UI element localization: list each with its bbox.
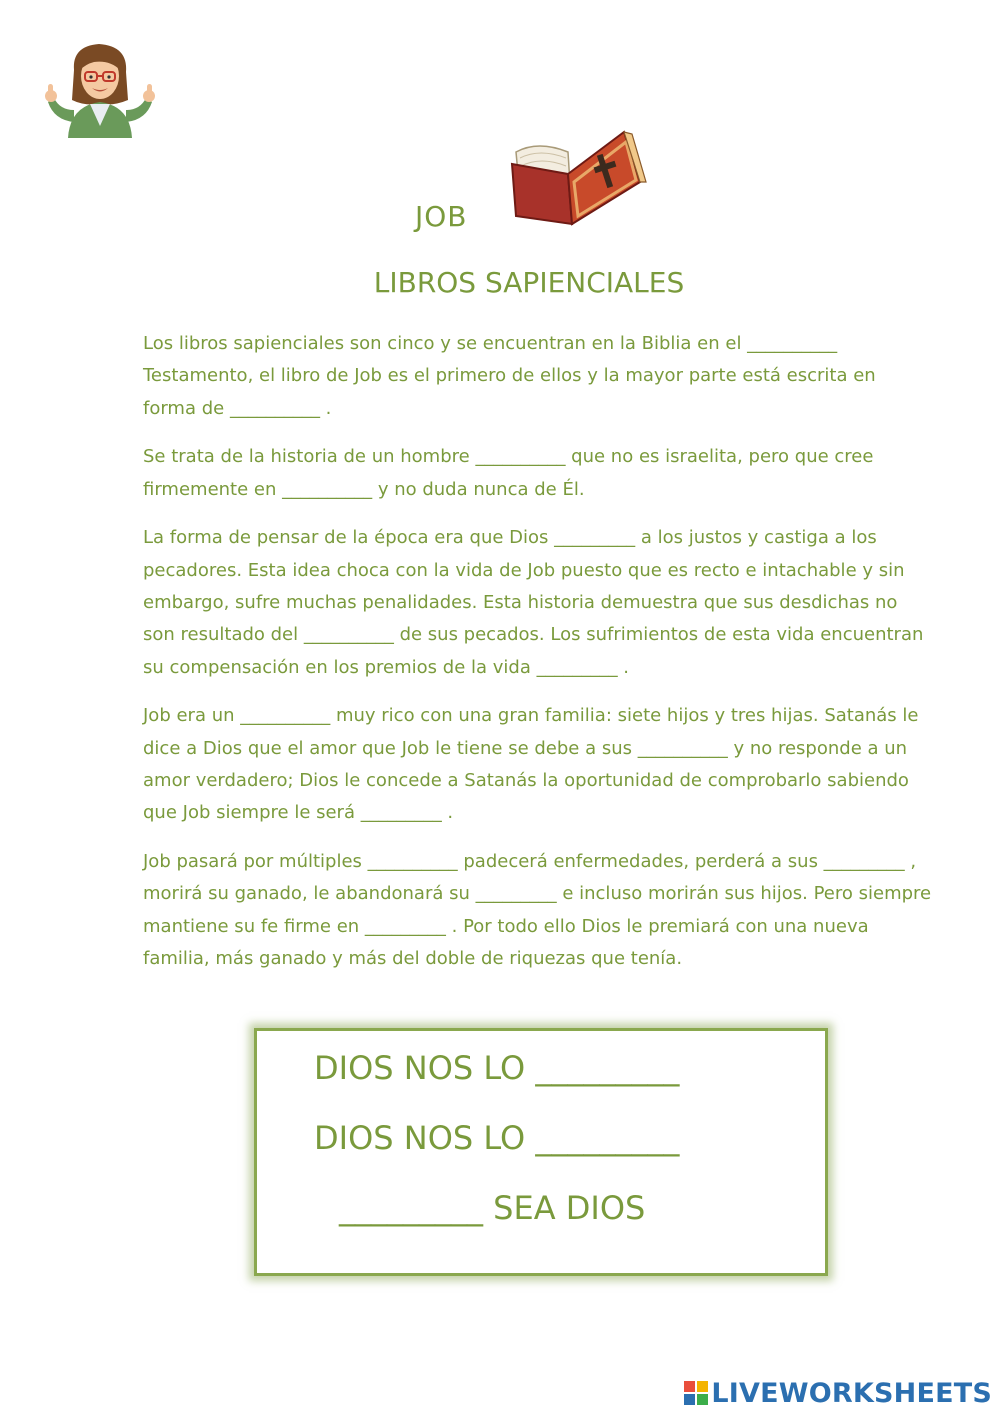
- paragraph-3: La forma de pensar de la época era que Dios _________ a los justos y castiga a los pecadores. Esta idea choca con la vida de Job puesto que es recto e intachable y sin embargo, sufre muchas penalidades. Esta historia demuestra que sus desdichas no son resultado del __________ de sus pecados. Los sufrimientos de esta vida encuentran su compensación en los premios de la vida _________ .: [143, 527, 924, 678]
- paragraph-1: Los libros sapienciales son cinco y se encuentran en la Biblia en el __________ Testamento, el libro de Job es el primero de ellos y la mayor parte está escrita en forma de __________ .: [143, 333, 876, 419]
- box-line-2: DIOS NOS LO _________: [314, 1119, 680, 1157]
- teacher-avatar-icon: [44, 40, 156, 140]
- box-line-1: DIOS NOS LO _________: [314, 1049, 680, 1087]
- paragraph-2: Se trata de la historia de un hombre __________ que no es israelita, pero que cree firmemente en __________ y no duda nunca de Él.: [143, 446, 874, 500]
- page-subtitle: LIBROS SAPIENCIALES: [373, 266, 685, 299]
- liveworksheets-brand: LIVEWORKSHEETS: [711, 1377, 992, 1409]
- paragraph-4: Job era un __________ muy rico con una gran familia: siete hijos y tres hijas. Satanás le dice a Dios que el amor que Job le tiene se debe a sus __________ y no responde a un amor verdadero; Dios le concede a Satanás la oportunidad de comprobarlo sabiendo que Job siempre le será _________ .: [143, 705, 919, 824]
- page-title: JOB: [415, 200, 468, 233]
- bible-book-icon: [508, 112, 650, 232]
- liveworksheets-footer: [684, 1373, 992, 1413]
- box-line-3: _________ SEA DIOS: [339, 1189, 646, 1227]
- worksheet-text: [143, 328, 933, 992]
- closing-phrase-box: [254, 1028, 828, 1276]
- liveworksheets-logo-icon: [684, 1381, 708, 1405]
- paragraph-5: Job pasará por múltiples __________ padecerá enfermedades, perderá a sus _________ , morirá su ganado, le abandonará su _________ e incluso morirán sus hijos. Pero siempre mantiene su fe firme en _________ . Por todo ello Dios le premiará con una nueva familia, más ganado y más del doble de riquezas que tenía.: [143, 851, 932, 970]
